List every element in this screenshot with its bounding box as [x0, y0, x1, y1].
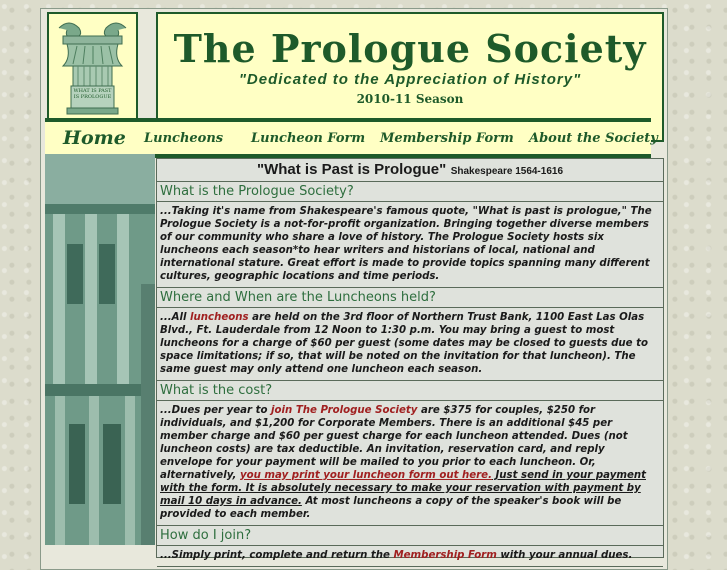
quote-attribution: Shakespeare 1564-1616: [450, 166, 564, 177]
section-heading-what: What is the Prologue Society?: [157, 182, 663, 202]
join-text-post: with your annual dues.: [496, 550, 633, 561]
nav-membership-form[interactable]: Membership Form: [380, 130, 514, 146]
cost-text-pre: ...Dues per year to: [160, 405, 272, 416]
main-nav: [45, 118, 658, 158]
print-luncheon-form-link[interactable]: you may print your luncheon form out here.: [239, 470, 492, 481]
section-heading-cost: What is the cost?: [157, 381, 663, 401]
nav-luncheon-form[interactable]: Luncheon Form: [251, 130, 366, 146]
section-heading-where: Where and When are the Luncheons held?: [157, 288, 663, 308]
nav-about[interactable]: About the Society: [529, 130, 658, 146]
quote-text: "What is Past is Prologue": [256, 161, 447, 178]
season-label: 2010-11 Season: [356, 92, 464, 106]
nav-luncheons[interactable]: Luncheons: [144, 130, 224, 146]
site-tagline: "Dedicated to the Appreciation of History": [238, 71, 582, 88]
where-text-post: are held on the 3rd floor of Northern Trust Bank, 1100 East Las Olas Blvd., Ft. Lauderdale from 12 Noon to 1:30 p.m. You may bring a guest to most luncheons for a charge of $60 per guest (some dates may be closed to guests due to space limitations; if so, that will be noted on the invitation for that luncheon). The same guest may only attend one luncheon each season.: [160, 312, 649, 375]
sidebar-library-image: [45, 154, 155, 545]
where-text-pre: ...All: [160, 312, 191, 323]
section-body-join: [157, 546, 663, 567]
quote-banner: [157, 159, 663, 182]
section-body-where: [157, 308, 663, 381]
site-title: The Prologue Society: [173, 26, 647, 71]
cost-text-underlined: Just send in your payment with the form. It is absolutely necessary to make your reservation with payment by mail 10 days in advance.: [160, 470, 646, 507]
cost-text-post: At most luncheons a copy of the speaker's book will be provided to each member.: [160, 496, 622, 520]
section-heading-join: How do I join?: [157, 526, 663, 546]
main-content: [156, 158, 664, 561]
section-body-cost: [157, 401, 663, 526]
cost-text-mid: are $375 for couples, $250 for individuals, and $1,200 for Corporate Members. There is an additional $45 per member charge and $60 per guest charge for each luncheon attended. Dues (not luncheon costs) are tax deductible. An invitation, reservation card, and reply envelope for your payment will be mailed to you prior to each luncheon. Or, alternatively,: [160, 405, 628, 481]
nav-home[interactable]: Home: [63, 127, 126, 149]
join-text-pre: ...Simply print, complete and return the: [160, 550, 394, 561]
logo-text-2: IS PROLOGUE: [73, 94, 112, 100]
luncheons-link[interactable]: luncheons: [190, 312, 249, 323]
logo-text-1: WHAT IS PAST: [73, 88, 112, 94]
section-body-what: ...Taking it's name from Shakespeare's famous quote, "What is past is prologue," The Prologue Society is a not-for-profit organization. Bringing together diverse members of our community who share a love of history. The Prologue Society hosts six luncheons each season*to hear writers and historians of local, national and international stature. Great effort is made to provide topics spanning many different cultures, geographic locations and time periods.: [157, 202, 663, 288]
library-facade-icon: [45, 154, 155, 545]
join-society-link[interactable]: join The Prologue Society: [271, 405, 418, 416]
membership-form-link[interactable]: Membership Form: [393, 550, 497, 561]
